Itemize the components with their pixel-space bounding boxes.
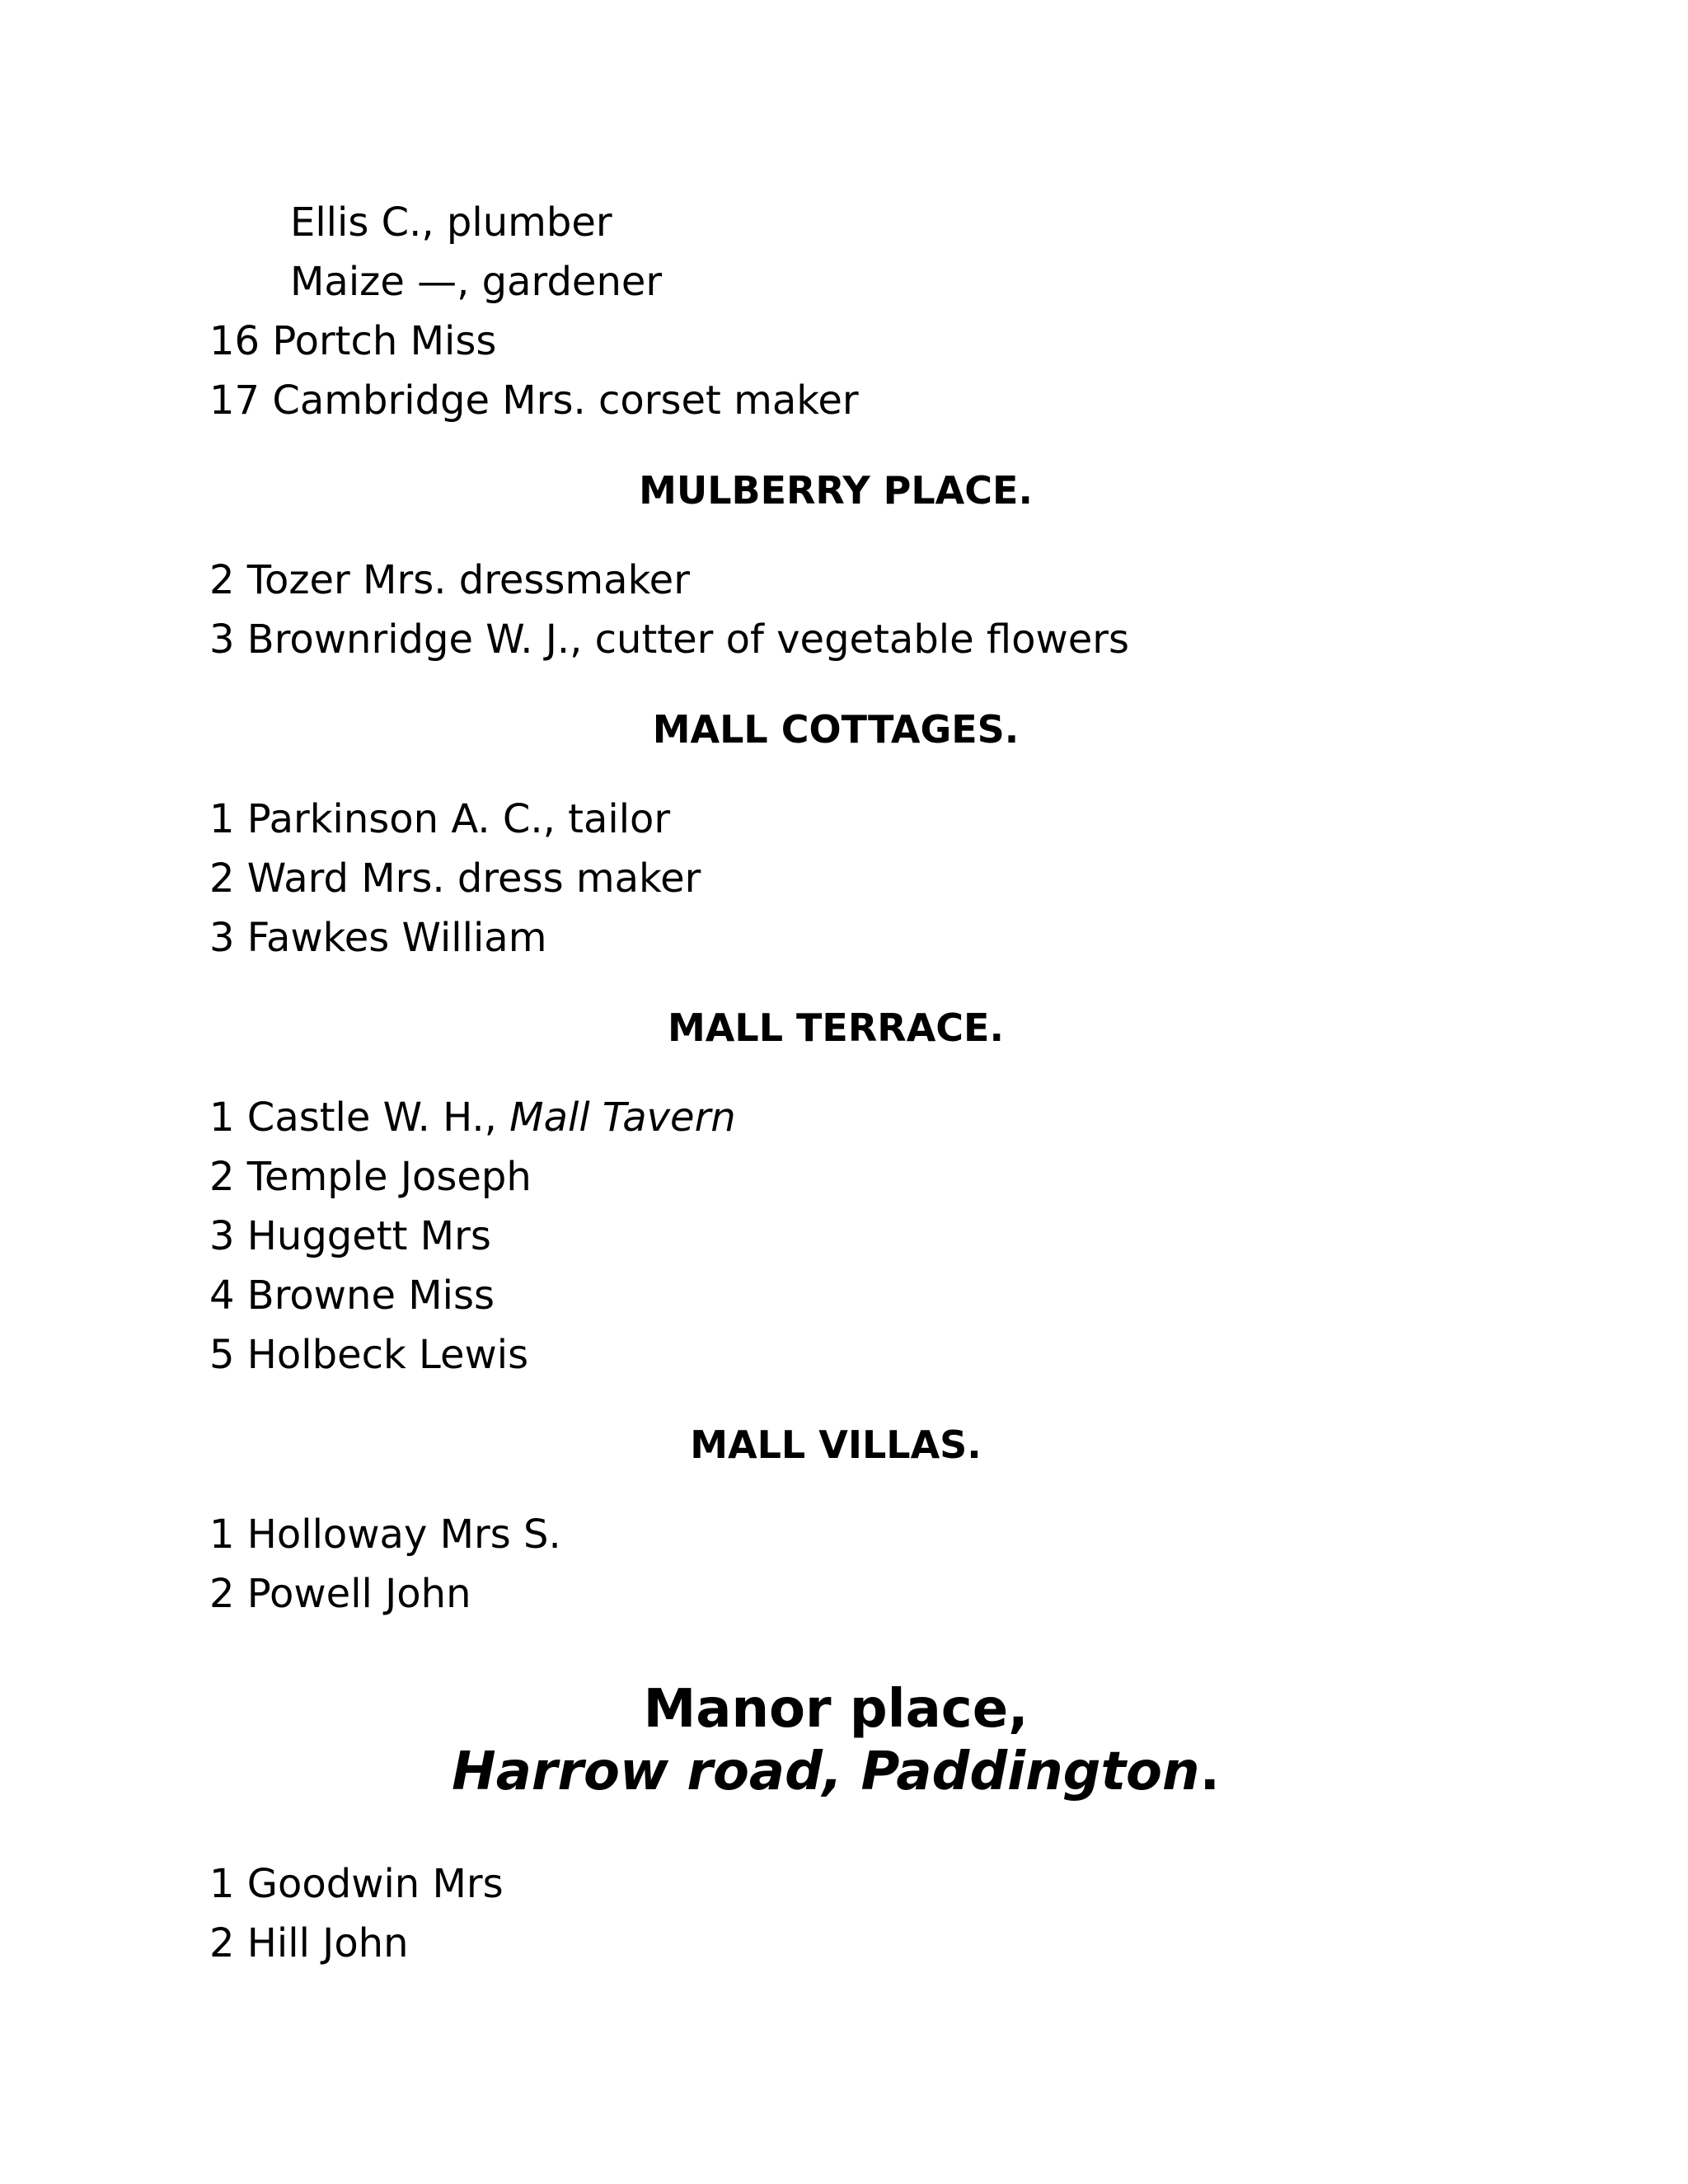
entry-browne: 4 Browne Miss bbox=[209, 1272, 495, 1319]
street-subtitle bbox=[0, 1741, 1672, 1802]
entry-brownridge: 3 Brownridge W. J., cutter of vegetable flowers bbox=[209, 616, 1130, 663]
entry-tozer: 2 Tozer Mrs. dressmaker bbox=[209, 557, 690, 603]
entry-ellis: Ellis C., plumber bbox=[290, 199, 612, 246]
entry-huggett: 3 Huggett Mrs bbox=[209, 1213, 491, 1259]
entry-goodwin: 1 Goodwin Mrs bbox=[209, 1861, 504, 1907]
entry-parkinson: 1 Parkinson A. C., tailor bbox=[209, 796, 671, 842]
entry-maize: Maize —, gardener bbox=[290, 259, 663, 305]
entry-cambridge: 17 Cambridge Mrs. corset maker bbox=[209, 377, 859, 424]
street-subtitle-text: Harrow road, Paddington bbox=[452, 1741, 1200, 1802]
entry-castle-tavern: Mall Tavern bbox=[509, 1094, 736, 1141]
entry-castle-name: 1 Castle W. H., bbox=[209, 1094, 510, 1141]
street-subtitle-period: . bbox=[1199, 1741, 1220, 1802]
section-heading-mulberry-place: MULBERRY PLACE. bbox=[639, 468, 1033, 513]
street-title: Manor place, bbox=[643, 1679, 1029, 1740]
entry-castle bbox=[209, 1094, 736, 1141]
section-heading-mall-villas: MALL VILLAS. bbox=[690, 1422, 982, 1467]
entry-fawkes: 3 Fawkes William bbox=[209, 915, 547, 961]
entry-holloway: 1 Holloway Mrs S. bbox=[209, 1511, 561, 1558]
entry-portch: 16 Portch Miss bbox=[209, 318, 497, 364]
entry-powell: 2 Powell John bbox=[209, 1571, 471, 1617]
entry-temple: 2 Temple Joseph bbox=[209, 1154, 532, 1200]
entry-ward: 2 Ward Mrs. dress maker bbox=[209, 855, 701, 902]
section-heading-mall-cottages: MALL COTTAGES. bbox=[652, 707, 1020, 752]
section-heading-mall-terrace: MALL TERRACE. bbox=[668, 1005, 1004, 1050]
entry-hill: 2 Hill John bbox=[209, 1920, 409, 1966]
entry-holbeck: 5 Holbeck Lewis bbox=[209, 1332, 529, 1378]
